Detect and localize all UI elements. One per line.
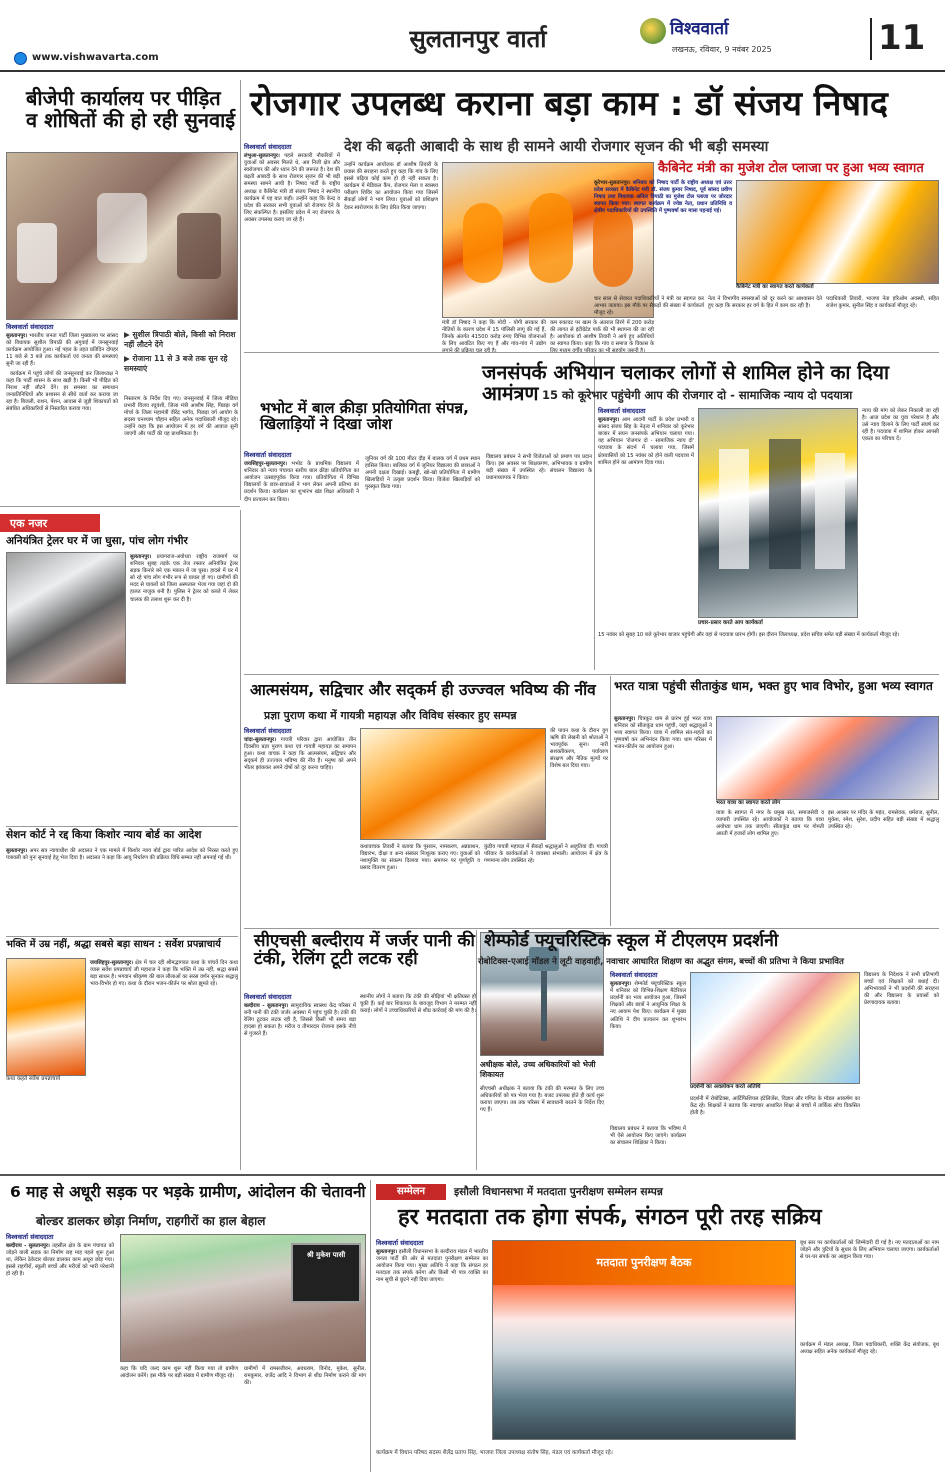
bjp-body-3: निस्तारण के निर्देश दिए गए। जनसुनवाई में जिला मीडिया प्रभारी विजय रघुवंशी, जिला मंत्री आशीष सिंह, पिछड़ा वर्ग मोर्चा के जिला महामंत्री वीरेंद्र भार्गव, पिछड़ा वर्ग आयोग के सदस्य घनश्याम चौहान सहित अनेक पदाधिकारी मौजूद रहे। उन्होंने कहा कि इस आयोजन में हर वर्ग की आवाज सुनी जाएगी और पार्टी की यह प्राथमिकता है। xyxy=(124,396,238,438)
tanki-col3: सीएचसी अधीक्षक ने बताया कि टंकी की मरम्मत के लिए उच्च अधिकारियों को पत्र भेजा गया है। बजट उपलब्ध होते ही कार्य शुरू कराया जाएगा। तब तक परिसर में सावधानी बरतने के निर्देश दिए गए हैं। xyxy=(480,1086,604,1114)
tanki-dateline: बल्दीराय - सुलतानपुर। xyxy=(244,1003,289,1010)
sports-col2: जूनियर वर्ग की 100 मीटर दौड़ में बालक वर्ग में प्रथम स्थान हासिल किया। बालिका वर्ग में जूनियर विद्यालय की छात्राओं ने अपनी दक्षता दिखाई। कबड्डी, खो-खो प्रतियोगिता में ग्रामीण खिलाड़ियों ने उत्कृष्ट प्रदर्शन किया। विजेता खिलाड़ियों को पुरस्कृत किया गया। xyxy=(365,456,480,491)
toll-body-3: नेता ने विभागीय समस्याओं को दूर करने का आश्वासन देते हुए कहा कि सरकार हर वर्ग के हित में काम कर रही है। xyxy=(708,296,822,310)
sammelan-bureau: विश्ववार्ता संवाददाता xyxy=(376,1239,424,1247)
ek-b1: प्रयागराज-अयोध्या राष्ट्रीय राजमार्ग पर शनिवार सुबह तड़के एक तेज रफ्तार अनियंत्रित ट्रेलर सड़क किनारे बने एक मकान में जा घुसा। हादसे में घर में सो रहे पांच लोग गंभीर रूप से घायल हो गए। ग्रामीणों की मदद से घायलों को जिला अस्पताल भेजा गया जहां दो की हालत नाजुक बनी है। पुलिस ने ट्रेलर को कब्जे में लेकर चालक की तलाश शुरू कर दी है। xyxy=(130,554,238,603)
school-col4: विद्यालय प्रबंधन ने बताया कि भविष्य में भी ऐसे आयोजन किए जाएंगे। कार्यक्रम का संचालन शिक्षिका ने किया। xyxy=(610,1126,686,1147)
pragya-dateline: चांदा-सुलतानपुर। xyxy=(244,737,277,744)
school-col2: प्रदर्शनी में रोबोटिक्स, आर्टिफिशियल इंटेलिजेंस, विज्ञान और गणित के मॉडल आकर्षण का केंद्र रहे। शिक्षकों ने बताया कि नवाचार आधारित शिक्षा से बच्चों में तार्किक सोच विकसित होती है। xyxy=(690,1096,860,1117)
sammelan-col1: इसौली विधानसभा के बल्दीराय मंडल में भारतीय जनता पार्टी की ओर से मतदाता पुनरीक्षण सम्मेलन का आयोजन किया गया। मुख्य अतिथि ने कहा कि संगठन हर मतदाता तक संपर्क करेगा और किसी भी पात्र व्यक्ति का नाम सूची से छूटने नहीं दिया जाएगा। xyxy=(376,1249,488,1284)
sports-bureau: विश्ववार्ता संवाददाता xyxy=(244,451,292,459)
toll-caption: कैबिनेट मंत्री का स्वागत करते कार्यकर्ता xyxy=(736,284,814,290)
toll-body-4: पदाधिकारी तिवारी, भाजपा नेता हरिओम अवस्थी, सहित राजेश कुमार, सुनील सिंह व कार्यकर्ता मौजूद रहे। xyxy=(826,296,939,310)
sammelan-dateline: सुलतानपुर। xyxy=(376,1249,398,1256)
sports-col3: विद्यालय प्रबंधन ने सभी विजेताओं को प्रमाण पत्र प्रदान किए। इस अवसर पर शिक्षकगण, अभिभावक व ग्रामीण बड़ी संख्या में उपस्थित रहे। संचालन विद्यालय के प्रधानाध्यापक ने किया। xyxy=(486,454,592,482)
pragya-photo xyxy=(360,728,546,840)
tanki-col2: स्थानीय लोगों ने बताया कि टंकी की सीढ़ियां भी क्षतिग्रस्त हो चुकी हैं। कई बार शिकायत के बावजूद विभाग ने मरम्मत नहीं कराई। लोगों ने उच्चाधिकारियों से शीघ्र कार्रवाई की मांग की है। xyxy=(360,994,476,1015)
sadak-col3: ग्रामीणों में रामसजीवन, अवधराम, विनोद, मुकेश, सुनील, रामकुमार, राजेंद्र आदि ने विभाग से शीघ्र निर्माण कराने की मांग की। xyxy=(244,1366,366,1387)
bharat-headline: भरत यात्रा पहुंची सीताकुंड धाम, भक्त हुए भाव विभोर, हुआ भव्य स्वागत xyxy=(614,679,933,693)
sadak-col1: तहसील क्षेत्र के ग्राम पंचायत को जोड़ने वाली सड़क का निर्माण छह माह पहले शुरू हुआ था, लेकिन ठेकेदार बोल्डर डालकर काम अधूरा छोड़ गया। इससे राहगीरों, स्कूली बच्चों और मरीजों को भारी परेशानी हो रही है। xyxy=(6,1243,114,1278)
pragya-headline: आत्मसंयम, सद्विचार और सद्कर्म ही उज्ज्वल भविष्य की नींव xyxy=(250,681,596,699)
sadak-subhead: बोल्डर डालकर छोड़ा निर्माण, राहगीरों का हाल बेहाल xyxy=(36,1214,266,1228)
sadak-bureau: विश्ववार्ता संवाददाता xyxy=(6,1233,54,1241)
sammelan-body xyxy=(376,1240,939,1472)
page-number: 11 xyxy=(878,18,926,58)
main-bureau: विश्ववार्ता संवाददाता xyxy=(244,143,292,151)
main-headline: रोजगार उपलब्ध कराना बड़ा काम : डॉ संजय निषाद xyxy=(250,84,888,124)
sammelan-headline: हर मतदाता तक होगा संपर्क, संगठन पूरी तरह सक्रिय xyxy=(398,1205,822,1230)
sports-headline: भभोट में बाल क्रीड़ा प्रतियोगिता संपन्न, खिलाड़ियों ने दिखा जोश xyxy=(260,399,469,434)
bharat-col2: यात्रा के स्वागत में नगर के प्रमुख संत, समाजसेवी व व्यापारी उपस्थित रहे। आयोजकों ने बताया कि यात्रा अयोध्या धाम तक जाएगी। सीताकुंड धाम पर गोमती आरती में हजारों लोग शामिल हुए। xyxy=(716,810,824,838)
pragya-col2: कथावाचक तिवारी ने बताया कि पुंसवन, नामकरण, अन्नप्राशन, विद्यारंभ, दीक्षा व अन्य संस्कार निःशुल्क कराए गए। युवाओं को नशामुक्ति का संकल्प दिलाया गया। समापन पर पूर्णाहुति व प्रसाद वितरण हुआ। xyxy=(360,844,480,872)
bjp-story xyxy=(6,80,238,500)
tanki-story xyxy=(244,930,476,1170)
sammelan-banner: मतदाता पुनरीक्षण बैठक xyxy=(493,1241,795,1285)
main-dateline: लंभुआ-सुलतानपुर। xyxy=(244,153,280,160)
sammelan-photo xyxy=(492,1240,796,1440)
section-title: सुलतानपुर वार्ता xyxy=(409,25,547,53)
tanki-col1: सामुदायिक स्वास्थ्य केंद्र परिसर में बनी पानी की टंकी जर्जर अवस्था में पहुंच चुकी है। टंकी की रेलिंग टूटकर लटक रही है, जिससे किसी भी समय बड़ा हादसा हो सकता है। मरीज व तीमारदार रोजाना इसके नीचे से गुजरते हैं। xyxy=(244,1003,356,1038)
ek-d3: जयसिंहपुर-सुलतानपुर। xyxy=(90,960,133,966)
ek-d2: सुलतानपुर। xyxy=(6,848,28,854)
ek-nazar-h1: अनियंत्रित ट्रेलर घर में जा घुसा, पांच लोग गंभीर xyxy=(6,535,188,547)
katha-photo xyxy=(6,958,86,1076)
main-col3: मंत्री डॉ निषाद ने कहा कि मोदी - योगी सरकार की नीतियों के कारण प्रदेश में 15 पॉलिसी लागू की गई हैं, जिनके अंतर्गत 41500 करोड़ रुपए विभिन्न योजनाओं के लिए आवंटित किए गए हैं और गांव-गांव में उद्योग xyxy=(442,320,546,348)
website-url[interactable]: www.vishwavarta.com xyxy=(32,52,159,63)
tanki-bureau: विश्ववार्ता संवाददाता xyxy=(244,993,292,1001)
jansampark-col1: आम आदमी पार्टी के प्रदेश प्रभारी व सांसद संजय सिंह के नेतृत्व में शनिवार को कूरेभार बाजार में सघन जनसंपर्क अभियान चलाया गया। यह अभियान 'रोजगार दो - सामाजिक न्याय दो' पदयात्रा के संदर्भ में चलाया गया, जिसमें क्षेत्रवासियों को 15 नवंबर को होने वाली पदयात्रा में शामिल होने का आमंत्रण दिया गया। xyxy=(598,417,694,466)
main-col4: कम रुकावट पर खत्म के अंतराल तिरंगे में 200 करोड़ की लागत से इंटीग्रेटेड पार्क की भी स्थापना की जा रही है। आयोजक डॉ आशीष तिवारी ने आये हुए अतिथियों का स्वागत किया। कहा कि गांव व समाज के विकास के xyxy=(550,320,654,348)
pragya-col3: कुंडीय गायत्री महायज्ञ में सैकड़ों श्रद्धालुओं ने आहुतियां दीं। गायत्री परिवार के कार्यकर्ताओं ने व्यवस्था संभाली। आयोजन में क्षेत्र के गणमान्य लोग उपस्थित रहे। xyxy=(484,844,608,865)
tanki-headline: सीएचसी बल्दीराय में जर्जर पानी की टंकी, रेलिंग टूटी लटक रही xyxy=(254,931,475,970)
ek-nazar-h3: भक्ति में उम्र नहीं, श्रद्धा सबसे बड़ा साधन : सर्वेश प्रपन्नाचार्य xyxy=(6,939,221,950)
sammelan-col2: बूथ स्तर पर कार्यकर्ताओं को जिम्मेदारी दी गई है। नए मतदाताओं का नाम जोड़ने और त्रुटियों के सुधार के लिए अभियान चलाया जाएगा। कार्यकर्ताओं से घर-घर संपर्क का आह्वान किया गया। xyxy=(800,1240,939,1261)
jansampark-body xyxy=(598,408,939,670)
main-col2: उन्होंने कार्यक्रम आयोजक डॉ आशीष तिवारी के प्रयास की सराहना करते हुए कहा कि गांव के लिए इससे बढ़िया कोई काम हो ही नहीं सकता है। कार्यक्रम में मेडिकल कैंप, रोजगार मेला व स्वास्थ्य परीक्षण शिविर का आयोजन किया गया जिसमें सैकड़ों लोगों ने भाग लिया। युवाओं को प्रशिक्षण देकर स्वरोजगार के लिए प्रेरित किया जाएगा। xyxy=(344,162,438,211)
bharat-col1: चित्रकूट धाम से प्रारंभ हुई भरत यात्रा शनिवार को सीताकुंड धाम पहुंची, जहां श्रद्धालुओं ने भव्य स्वागत किया। यात्रा में शामिल संत-महंतों का पुष्पवर्षा कर अभिनंदन किया गया। धाम परिसर में भजन-कीर्तन का आयोजन हुआ। xyxy=(614,716,712,751)
bjp-dateline: सुलतानपुर। xyxy=(6,333,28,340)
pragya-col4: की पावन कथा के दौरान युग ऋषि की लेखनी को श्रोताओं ने भावपूर्वक सुना। नारी सशक्तीकरण, पर्यावरण संरक्षण और नैतिक मूल्यों पर विशेष बल दिया गया। xyxy=(550,728,608,770)
tanki-caption: अधीक्षक बोले, उच्च अधिकारियों को भेजी शिकायत xyxy=(480,1060,596,1079)
jansampark-bureau: विश्ववार्ता संवाददाता xyxy=(598,407,646,415)
ek-nazar-label: एक नजर xyxy=(0,514,100,532)
bjp-headline: बीजेपी कार्यालय पर पीड़ित व शोषितों की हो रही सुनवाई xyxy=(26,86,236,132)
bharat-col3: इस अवसर पर मंदिर के महंत, रामसेवक, धर्मराज, सुनील, मुकेश, रमेश, सुरेश, प्रदीप सहित बड़ी संख्या में श्रद्धालु उपस्थित रहे। xyxy=(828,810,939,831)
bharat-dateline: सुलतानपुर। xyxy=(614,716,636,722)
brand-logo-icon xyxy=(640,18,666,44)
sammelan-tag: सम्मेलन xyxy=(376,1184,446,1200)
sports-story xyxy=(244,356,480,714)
brand-name: विश्ववार्ता xyxy=(670,19,729,39)
bjp-photo xyxy=(6,152,238,320)
sadak-dateline: बल्दीराय - सुलतानपुर। xyxy=(6,1243,50,1250)
sammelan-col3: कार्यक्रम में मंडल अध्यक्ष, जिला पदाधिकारी, शक्ति केंद्र संयोजक, बूथ अध्यक्ष सहित अनेक कार्यकर्ता मौजूद रहे। xyxy=(800,1342,939,1356)
school-caption: प्रदर्शनी का अवलोकन करते अतिथि xyxy=(690,1084,761,1090)
sadak-headline: 6 माह से अधूरी सड़क पर भड़के ग्रामीण, आंदोलन की चेतावनी xyxy=(10,1183,366,1201)
globe-icon xyxy=(14,52,27,65)
bjp-body-2: कार्यक्रम में पहुंचे लोगों की जनसुनवाई कर जिलाध्यक्ष ने कहा कि पार्टी शासन के साथ खड़ी है। किसी भी पीड़ित को निराश नहीं लौटने देंगे। हर समस्या का समाधान जनप्रतिनिधियों और प्रशासन से सीधे वार्ता कर कराया जा रहा है। बिजली, राशन, पेंशन, आवास से जुड़ी शिकायतों को संबंधित अधिकारियों से निस्तारित कराया गया। xyxy=(6,370,118,413)
pragya-bureau: विश्ववार्ता संवाददाता xyxy=(244,727,292,735)
trailer-photo xyxy=(6,552,126,684)
bjp-bureau: विश्ववार्ता संवाददाता xyxy=(6,323,54,331)
dateline: लखनऊ, रविवार, 9 नवंबर 2025 xyxy=(672,45,772,54)
sadak-photo xyxy=(120,1234,366,1362)
main-col1: पहले सरकारी नौकरियों में युवाओं को अवसर मिलते थे, अब निजी क्षेत्र और स्वरोजगार की ओर ध्यान देने की जरूरत है। देश की बढ़ती आबादी के साथ रोजगार सृजन की भी बड़ी समस्या सामने आयी है। निषाद पार्टी के राष्ट्रीय अध्यक्ष व कैबिनेट मंत्री डॉ संजय निषाद ने स्थानीय कार्यक्रम में यह बात कही। उन्होंने कहा कि केन्द्र व प्रदेश की सरकार सभी युवाओं को रोजगार देने के लिए संकल्पित है। इसलिए प्रदेश में नए रोजगार के अवसर उपलब्ध कराए जा रहे हैं। xyxy=(244,153,340,223)
pragya-story xyxy=(244,676,608,926)
bjp-pullquote-2: ▶ रोजाना 11 से 3 बजे तक सुन रहे समस्याएं xyxy=(124,354,228,373)
jansampark-dateline: सुलतानपुर। xyxy=(598,417,620,424)
toll-dateline: कूरेभार-सुलतानपुर। xyxy=(594,180,631,186)
sports-dateline: जयसिंहपुर-सुलतानपुर। xyxy=(244,461,287,468)
sports-col1: भभोट के प्राथमिक विद्यालय में शनिवार को न्याय पंचायत स्तरीय बाल क्रीड़ा प्रतियोगिता का आयोजन उत्साहपूर्वक किया गया। प्रतियोगिता में विभिन्न विद्यालयों के छात्र-छात्राओं ने भाग लेकर अपनी प्रतिभा का प्रदर्शन किया। कार्यक्रम का शुभारंभ खंड शिक्षा अधिकारी ने दीप प्रज्वलन कर किया। xyxy=(244,461,359,503)
main-subhead: देश की बढ़ती आबादी के साथ ही सामने आयी रोजगार सृजन की भी बड़ी समस्या xyxy=(344,139,769,155)
sadak-name-plate: श्री मुकेश पासी xyxy=(291,1243,361,1303)
footer-strip: कार्यक्रम में विधान परिषद सदस्य शैलेंद्र प्रताप सिंह, भाजपा जिला उपाध्यक्ष संतोष सिंह, मंडल एवं कार्यकर्ता मौजूद रहे। xyxy=(376,1450,613,1456)
jansampark-caption: प्रचार-प्रसार करते आप कार्यकर्ता xyxy=(698,620,763,626)
bharat-caption: भरत यात्रा का स्वागत करते लोग xyxy=(716,800,781,806)
school-headline: शेम्फोर्ड फ्यूचरिस्टिक स्कूल में टीएलएम प्रदर्शनी xyxy=(484,931,779,951)
bjp-pullquote-1: ▶ सुशील त्रिपाठी बोले, किसी को निराश नहीं लौटने देंगे xyxy=(124,330,236,349)
school-body xyxy=(610,972,939,1170)
ek-d1: सुलतानपुर। xyxy=(130,554,152,560)
ek-nazar-h2: सेशन कोर्ट ने रद्द किया किशोर न्याय बोर्ड का आदेश xyxy=(6,829,202,841)
pragya-subhead: प्रज्ञा पुराण कथा में गायत्री महायज्ञ और विविध संस्कार हुए सम्पन्न xyxy=(264,709,517,722)
school-bureau: विश्ववार्ता संवाददाता xyxy=(610,971,658,979)
katha-caption: कथा कहते सर्वेश प्रपन्नाचार्य xyxy=(6,1076,61,1082)
school-dateline: सुलतानपुर। xyxy=(610,981,632,988)
school-subhead: रोबोटिक्स-एआई मॉडल ने लूटी वाहवाही, नवाचार आधारित शिक्षण का अद्भुत संगम, बच्चों की प्रतिभा ने किया प्रभावित xyxy=(478,957,844,967)
toll-photo xyxy=(736,180,939,284)
masthead xyxy=(0,0,945,72)
bharat-photo xyxy=(716,716,939,800)
bharat-story xyxy=(614,680,939,926)
ek-b3: क्षेत्र में चल रही श्रीमद्भागवत कथा के पांचवें दिन कथा व्यास सर्वेश प्रपन्नाचार्य जी महाराज ने कहा कि भक्ति में उम्र नहीं, श्रद्धा सबसे बड़ा साधन है। भगवान श्रीकृष्ण की बाल लीलाओं का सरस वर्णन सुनकर श्रद्धालु भाव-विभोर हो गए। कथा के दौरान भजन-कीर्तन पर श्रोता झूमते रहे। xyxy=(90,960,238,988)
school-photo xyxy=(690,972,860,1084)
jansampark-headline: जनसंपर्क अभियान चलाकर लोगों से शामिल होने का दिया आमंत्रण xyxy=(482,361,890,406)
toll-headline: कैबिनेट मंत्री का मुजेश टोल प्लाजा पर हुआ भव्य स्वागत xyxy=(658,161,924,176)
ek-b2: अपर सत्र न्यायाधीश की अदालत ने एक मामले में किशोर न्याय बोर्ड द्वारा पारित आदेश को निरस्त करते हुए पत्रावली को पुनः सुनवाई हेतु भेज दिया है। अदालत ने कहा कि आयु निर्धारण की प्रक्रिया विधि सम्मत नहीं अपनाई गई थी। xyxy=(6,848,238,862)
jansampark-col2: न्याय की मांग को लेकर निकाली जा रही है। आज प्रदेश का युवा परेशान है और उसे न्याय दिलाने के लिए पार्टी संघर्ष कर रही है। पदयात्रा में शामिल होकर आपसी एकता का परिचय दें। xyxy=(862,408,939,443)
bjp-body-1: भारतीय जनता पार्टी जिला मुख्यालय पर सांसद को विधायक सुशील त्रिपाठी की अगुवाई में जनसुनवाई कार्यक्रम आयोजित हुआ। नई पहल के तहत प्रतिदिन दोपहर 11 बजे से 3 बजे तक कार्यकर्ता एवं जनता की समस्याएं सुनी जा रही हैं। xyxy=(6,333,119,368)
sammelan-tagline: इसौली विधानसभा में मतदाता पुनरीक्षण सम्मेलन सम्पन्न xyxy=(454,1186,663,1198)
sadak-col2: कहा कि यदि जल्द काम शुरू नहीं किया गया तो ग्रामीण आंदोलन करेंगे। इस मौके पर बड़ी संख्या में ग्रामीण मौजूद रहे। xyxy=(120,1366,238,1380)
toll-body-2: चार साल से सेवारत पदाधिकारियों ने मंत्री का स्वागत कर आभार जताया। इस मौके पर सैकड़ों की संख्या में कार्यकर्ता मौजूद रहे। xyxy=(594,296,704,317)
page-number-divider xyxy=(870,18,872,60)
school-col1: शेम्फोर्ड फ्यूचरिस्टिक स्कूल में शनिवार को विभिन्न-शिक्षण मैटेरियल प्रदर्शनी का भव्य आयोजन हुआ, जिसमें शिक्षकों और छात्रों ने आधुनिक शिक्षा के नए आयाम पेश किए। कार्यक्रम में मुख्य अतिथि ने दीप प्रज्वलन कर शुभारंभ किया। xyxy=(610,981,686,1030)
pragya-col1: गायत्री परिवार द्वारा आयोजित तीन दिवसीय प्रज्ञा पुराण कथा एवं गायत्री महायज्ञ का समापन हुआ। कथा वाचक ने कहा कि आत्मसंयम, सद्विचार और सद्कर्म ही उज्ज्वल भविष्य की नींव हैं। मनुष्य को अपने भीतर झांककर अपने दोषों को दूर करना चाहिए। xyxy=(244,737,356,772)
jansampark-col3: 15 नवंबर को सुबह 10 बजे कूरेभार बाजार पहुंचेगी और वहां से पदयात्रा प्रारंभ होगी। इस दौरान जिलाध्यक्ष, प्रदेश सचिव समेत बड़ी संख्या में कार्यकर्ता मौजूद रहे। xyxy=(598,632,900,638)
sadak-story xyxy=(6,1180,366,1472)
jansampark-subhead: 15 को कूरेभार पहुंचेगी आप की रोजगार दो - सामाजिक न्याय दो पदयात्रा xyxy=(542,388,853,402)
school-col3: विद्यालय के निदेशक ने सभी प्रतिभागी बच्चों एवं शिक्षकों को बधाई दी। अभिभावकों ने भी प्रदर्शनी की सराहना की और विद्यालय के प्रयासों को प्रेरणादायक बताया। xyxy=(864,972,939,1007)
toll-body: शनिवार को निषाद पार्टी के राष्ट्रीय अध्यक्ष एवं उत्तर प्रदेश सरकार में कैबिनेट मंत्री डॉ. संजय कुमार निषाद, पूर्व सांसद प्रवीण निषाद तथा विधायक अनिल त्रिपाठी का मुजेश टोल प्लाजा पर जोरदार स्वागत किया गया। स्वागत कार्यक्रम में ज्येष्ठ नेता, प्रधान प्रतिनिधि व क्षेत्रीय पदाधिकारियों की उपस्थिति में पुष्पवर्षा कर माला पहनाई गई। xyxy=(594,180,732,215)
toll-story-body xyxy=(594,180,939,350)
jansampark-photo xyxy=(698,408,858,618)
ek-nazar xyxy=(0,510,240,1172)
